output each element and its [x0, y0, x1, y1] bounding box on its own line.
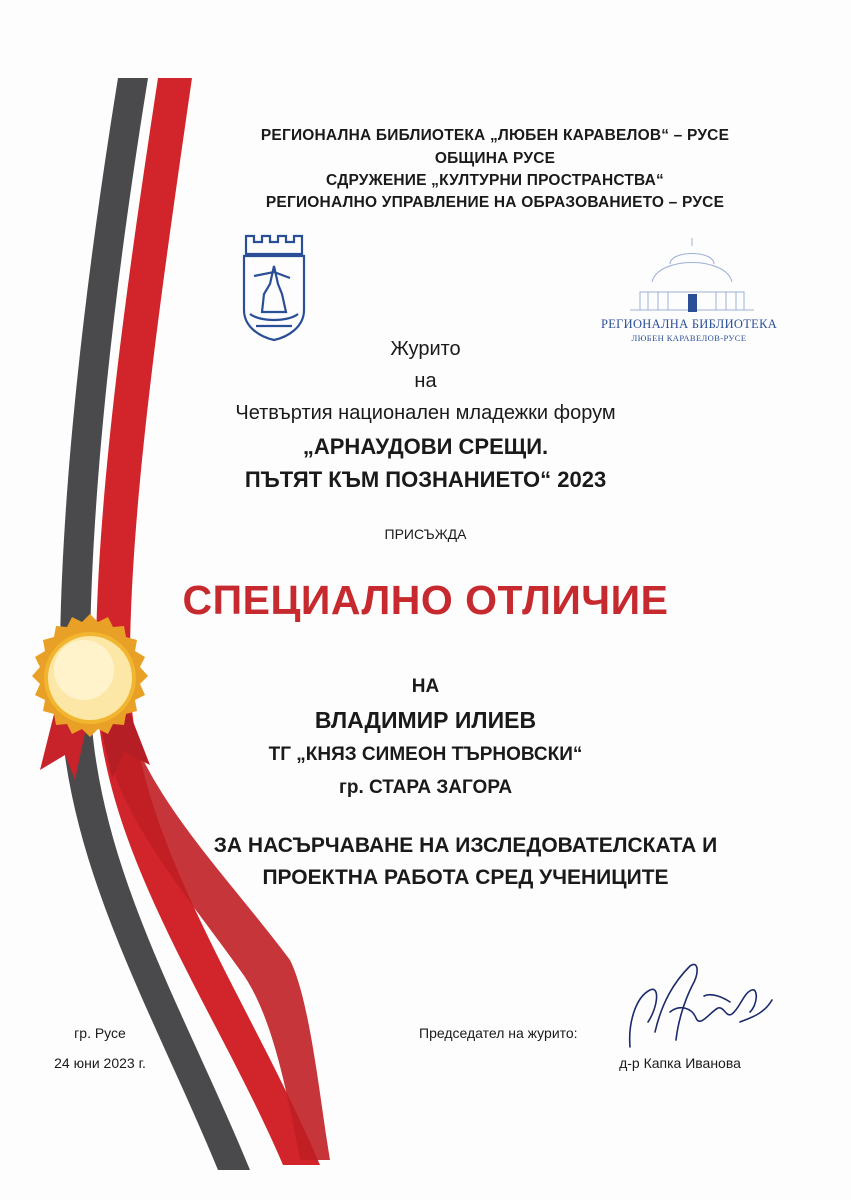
header-line-association: СДРУЖЕНИЕ „КУЛТУРНИ ПРОСТРАНСТВА“ [326, 172, 664, 189]
ruse-crest-logo [240, 232, 308, 342]
reason-line2: ПРОЕКТНА РАБОТА СРЕД УЧЕНИЦИТЕ [262, 866, 669, 889]
library-logo-name: РЕГИОНАЛНА БИБЛИОТЕКА [600, 317, 778, 331]
footer-place: гр. Русе [74, 1025, 126, 1041]
forum-name: Четвъртия национален младежки форум [235, 402, 616, 424]
of-label: на [414, 370, 437, 392]
recipient-name: ВЛАДИМИР ИЛИЕВ [314, 707, 537, 733]
signature-image [600, 952, 790, 1062]
forum-title-line2: ПЪТЯТ КЪМ ПОЗНАНИЕТО“ 2023 [244, 467, 607, 492]
header-line-municipality: ОБЩИНА РУСЕ [434, 150, 556, 167]
awards-label: ПРИСЪЖДА [384, 526, 467, 542]
jury-label: Журито [390, 338, 461, 360]
chair-name: д-р Капка Иванова [619, 1055, 741, 1071]
chair-label: Председател на журито: [419, 1025, 578, 1041]
to-label: НА [411, 676, 440, 697]
recipient-school: ТГ „КНЯЗ СИМЕОН ТЪРНОВСКИ“ [268, 744, 583, 765]
reason-line1: ЗА НАСЪРЧАВАНЕ НА ИЗСЛЕДОВАТЕЛСКАТА И [213, 834, 718, 857]
footer-date: 24 юни 2023 г. [54, 1055, 146, 1071]
recipient-city: гр. СТАРА ЗАГОРА [338, 777, 513, 798]
library-logo-subtitle: ЛЮБЕН КАРАВЕЛОВ-РУСЕ [631, 333, 747, 343]
header-line-library: РЕГИОНАЛНА БИБЛИОТЕКА „ЛЮБЕН КАРАВЕЛОВ“ – РУСЕ [260, 127, 730, 144]
award-title: СПЕЦИАЛНО ОТЛИЧИЕ [182, 577, 669, 623]
header-line-education: РЕГИОНАЛНО УПРАВЛЕНИЕ НА ОБРАЗОВАНИЕТО – РУСЕ [265, 194, 725, 211]
forum-title-line1: „АРНАУДОВИ СРЕЩИ. [302, 434, 549, 459]
